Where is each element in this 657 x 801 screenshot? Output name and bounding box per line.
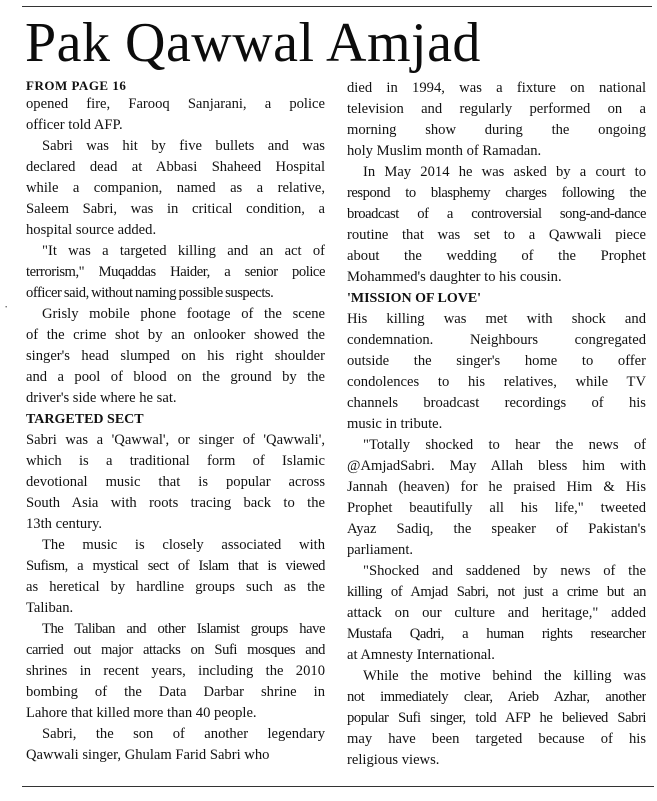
text-line: of the crime shot by an onlooker showed the xyxy=(26,327,325,343)
text-line: which is a traditional form of Islamic xyxy=(26,453,325,469)
text-line: shrines in recent years, including the 2010 xyxy=(26,663,325,679)
article-paragraph xyxy=(26,619,325,724)
text-line: Sabri, the son of another legendary xyxy=(42,726,325,742)
section-subhead: 'MISSION OF LOVE' xyxy=(347,291,482,306)
right-column-body xyxy=(347,78,646,771)
text-line: Prophet beautifully all his life," tweeted xyxy=(347,500,646,516)
text-line: about the wedding of the Prophet xyxy=(347,248,646,264)
text-line: "Shocked and saddened by news of the xyxy=(363,563,646,579)
text-line: His killing was met with shock and xyxy=(347,311,646,327)
text-line: outside the singer's home to offer xyxy=(347,353,646,369)
text-line: While the motive behind the killing was xyxy=(363,668,646,684)
text-line: morning show during the ongoing xyxy=(347,122,646,138)
text-line: Sufism, a mystical sect of Islam that is viewed xyxy=(26,558,325,574)
text-line: Jannah (heaven) for he praised Him & His xyxy=(347,479,646,495)
text-line: condemnation. Neighbours congregated xyxy=(347,332,646,348)
article-paragraph xyxy=(347,666,646,771)
text-line: @AmjadSabri. May Allah bless him with xyxy=(347,458,646,474)
text-line: condolences to his relatives, while TV xyxy=(347,374,646,390)
text-line: bombing of the Data Darbar shrine in xyxy=(26,684,325,700)
text-line: The music is closely associated with xyxy=(42,537,325,553)
text-line: music in tribute. xyxy=(347,416,443,432)
text-line: officer told AFP. xyxy=(26,117,123,133)
bottom-rule xyxy=(22,786,654,787)
text-line: not immediately clear, Arieb Azhar, another xyxy=(347,689,646,705)
text-line: parliament. xyxy=(347,542,414,558)
margin-mark: · xyxy=(4,299,9,314)
text-line: terrorism," Muqaddas Haider, a senior police xyxy=(26,264,325,280)
text-line: routine that was set to a Qawwali piece xyxy=(347,227,646,243)
text-line: Lahore that killed more than 40 people. xyxy=(26,705,257,721)
article-paragraph xyxy=(26,241,325,304)
text-line: opened fire, Farooq Sanjarani, a police xyxy=(26,96,325,112)
text-line: driver's side where he sat. xyxy=(26,390,177,406)
text-line: religious views. xyxy=(347,752,440,768)
top-rule xyxy=(22,6,652,7)
kicker: FROM PAGE 16 xyxy=(26,78,127,93)
text-line: Ayaz Sadiq, the speaker of Pakistan's xyxy=(347,521,646,537)
text-line: hospital source added. xyxy=(26,222,157,238)
right-column xyxy=(347,78,646,771)
text-line: Qawwali singer, Ghulam Farid Sabri who xyxy=(26,747,270,763)
section-subhead: TARGETED SECT xyxy=(26,412,144,427)
article-paragraph xyxy=(347,78,646,162)
article-paragraph xyxy=(26,304,325,409)
text-line: as heretical by hardline groups such as the xyxy=(26,579,325,595)
article-paragraph xyxy=(26,535,325,619)
text-line: channels broadcast recordings of his xyxy=(347,395,646,411)
text-line: Sabri was a 'Qawwal', or singer of 'Qawwali', xyxy=(26,432,325,448)
text-line: and a pool of blood on the ground by the xyxy=(26,369,325,385)
text-line: Sabri was hit by five bullets and was xyxy=(42,138,325,154)
text-line: In May 2014 he was asked by a court to xyxy=(363,164,646,180)
text-line: "Totally shocked to hear the news of xyxy=(363,437,646,453)
text-line: Mohammed's daughter to his cousin. xyxy=(347,269,562,285)
article-paragraph xyxy=(26,724,325,766)
text-line: attack on our culture and heritage," added xyxy=(347,605,646,621)
text-line: popular Sufi singer, told AFP he believed Sabri xyxy=(347,710,646,726)
text-line: Saleem Sabri, was in critical condition, a xyxy=(26,201,325,217)
text-line: Taliban. xyxy=(26,600,74,616)
article-paragraph xyxy=(347,561,646,666)
article-paragraph xyxy=(26,94,325,136)
text-line: singer's head slumped on his right shoulder xyxy=(26,348,325,364)
text-line: may have been targeted because of his xyxy=(347,731,646,747)
text-line: died in 1994, was a fixture on national xyxy=(347,80,646,96)
text-line: devotional music that is popular across xyxy=(26,474,325,490)
headline: Pak Qawwal Amjad xyxy=(25,12,481,74)
text-line: television and regularly performed on a xyxy=(347,101,646,117)
left-column-body xyxy=(26,94,325,766)
article-paragraph xyxy=(26,136,325,241)
article-paragraph xyxy=(26,430,325,535)
left-column xyxy=(26,78,325,766)
article-paragraph xyxy=(347,162,646,288)
text-line: Grisly mobile phone footage of the scene xyxy=(42,306,325,322)
text-line: declared dead at Abbasi Shaheed Hospital xyxy=(26,159,325,175)
text-line: South Asia with roots tracing back to the xyxy=(26,495,325,511)
text-line: 13th century. xyxy=(26,516,103,532)
text-line: killing of Amjad Sabri, not just a crime but an xyxy=(347,584,646,600)
text-line: at Amnesty International. xyxy=(347,647,495,663)
article-paragraph xyxy=(347,435,646,561)
text-line: Mustafa Qadri, a human rights researcher xyxy=(347,626,646,642)
text-line: while a companion, named as a relative, xyxy=(26,180,325,196)
text-line: respond to blasphemy charges following the xyxy=(347,185,646,201)
text-line: officer said, without naming possible suspects. xyxy=(26,285,274,301)
text-line: broadcast of a controversial song-and-dance xyxy=(347,206,646,222)
text-line: carried out major attacks on Sufi mosques and xyxy=(26,642,325,658)
text-line: The Taliban and other Islamist groups have xyxy=(42,621,325,637)
text-line: "It was a targeted killing and an act of xyxy=(42,243,325,259)
article-paragraph xyxy=(347,309,646,435)
text-line: holy Muslim month of Ramadan. xyxy=(347,143,542,159)
